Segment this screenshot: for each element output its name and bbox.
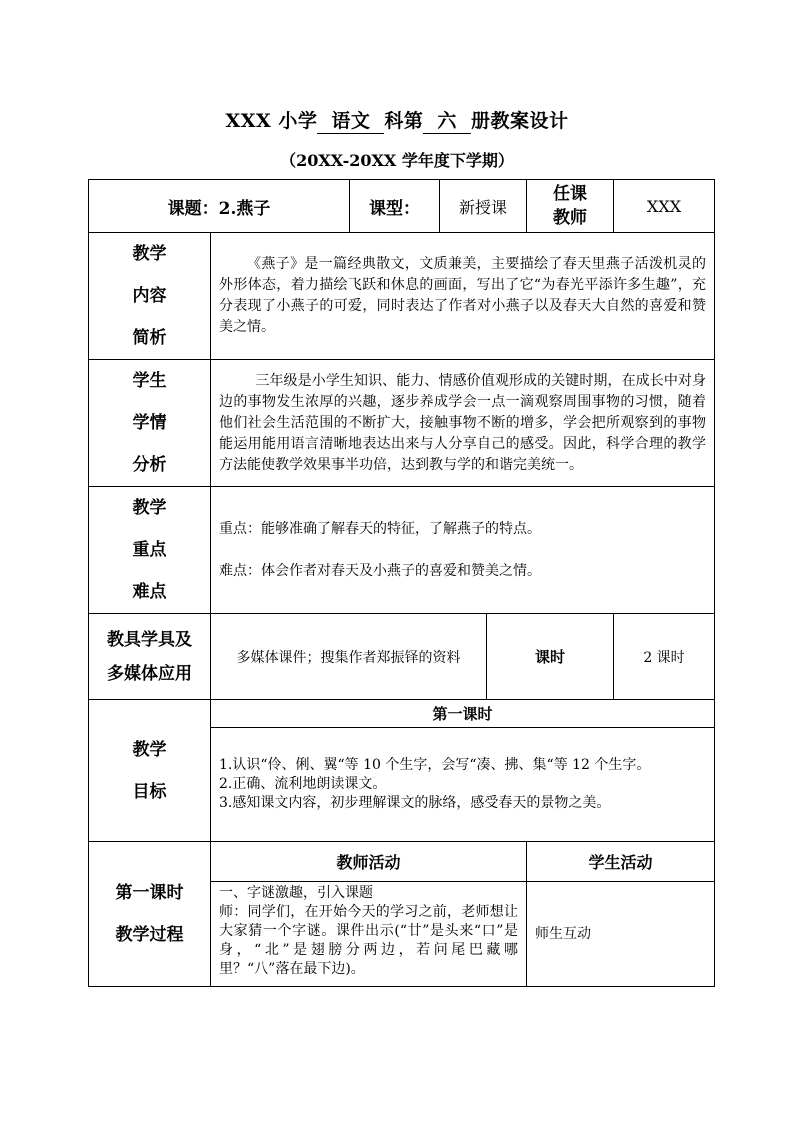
process-header-row	[89, 842, 715, 882]
content-label-1: 教学	[132, 244, 167, 264]
key-focus: 重点：能够准确了解春天的特征，了解燕子的特点。	[219, 520, 541, 537]
topic-cell: 课题：2.燕子	[89, 180, 350, 233]
content-label-3: 简析	[132, 328, 167, 348]
tools-value-cell: 多媒体课件；搜集作者郑振铎的资料	[211, 614, 487, 700]
document-title	[0, 106, 794, 134]
student-activity-header: 学生活动	[527, 842, 715, 882]
content-text-cell	[211, 233, 715, 360]
process-label-2: 教学过程	[115, 925, 184, 945]
lesson-plan-table	[88, 179, 715, 987]
goal-item-1: 1.认识“伶、俐、翼“等 10 个生字，会写“凑、拂、集“等 12 个生字。	[219, 757, 651, 773]
goals-text-cell	[211, 728, 715, 842]
students-text-cell	[211, 360, 715, 487]
type-value-cell: 新授课	[440, 180, 527, 233]
teacher-label-line2: 教师	[553, 208, 588, 228]
subject-blank: 语文	[317, 106, 384, 134]
content-label-cell	[89, 233, 211, 360]
topic-row	[89, 180, 715, 233]
title-text-1: 科第	[384, 110, 424, 132]
teacher-activity-cell	[211, 882, 527, 987]
type-label-cell: 课型：	[350, 180, 440, 233]
tools-label-2: 多媒体应用	[107, 663, 192, 684]
key-difficulty: 难点：体会作者对春天及小燕子的喜爱和赞美之情。	[219, 562, 541, 579]
key-label-3: 难点	[132, 582, 167, 602]
volume-blank: 六	[423, 106, 471, 134]
process-label-cell	[89, 842, 211, 987]
students-text: 三年级是小学生知识、能力、情感价值观形成的关键时期，在成长中对身边的事物发生浓厚的兴趣，逐步养成学会一点一滴观察周围事物的习惯，随着他们社会生活范围的不断扩大，接触事物不断的增多，学会把所观察到的事物能运用能用语言清晰地表达出来与人分享自己的感受。因此，科学合理的教学方法能使教学效果事半功倍，达到教与学的和谐完美统一。	[219, 372, 707, 473]
goal-item-3: 3.感知课文内容，初步理解课文的脉络，感受春天的景物之美。	[219, 795, 611, 811]
title-text-2: 册教案设计	[470, 110, 569, 132]
goals-label-2: 目标	[132, 781, 167, 802]
students-label-cell	[89, 360, 211, 487]
teacher-line-1: 一、字谜激趣，引入课题	[219, 885, 373, 901]
key-label-2: 重点	[132, 540, 167, 560]
key-label-cell	[89, 487, 211, 614]
hours-value-cell: 2 课时	[614, 614, 715, 700]
school-name: XXX 小学	[225, 110, 318, 132]
tools-label-1: 教具学具及	[107, 629, 192, 650]
content-text: 《燕子》是一篇经典散文，文质兼美，主要描绘了春天里燕子活泼机灵的外形体态，着力描绘飞跃和休息的画面，写出了它“为春光平添许多生趣”，充分表现了小燕子的可爱，同时表达了作者对小燕子以及春天大自然的喜爱和赞美之情。	[219, 256, 707, 335]
process-label-1: 第一课时	[115, 883, 184, 903]
goals-lesson-cell: 第一课时	[211, 700, 715, 728]
key-label-1: 教学	[132, 498, 167, 518]
content-row	[89, 233, 715, 360]
tools-row	[89, 614, 715, 700]
students-label-2: 学情	[132, 413, 167, 433]
teacher-label-line1: 任课	[553, 184, 588, 204]
teacher-activity-header: 教师活动	[211, 842, 527, 882]
goals-label-cell	[89, 700, 211, 842]
goals-label-1: 教学	[132, 739, 167, 760]
goals-row-header	[89, 700, 715, 728]
tools-label-cell	[89, 614, 211, 700]
teacher-value-cell: XXX	[614, 180, 715, 233]
term-subtitle: （20XX-20XX 学年度下学期）	[280, 151, 514, 170]
content-label-2: 内容	[132, 286, 167, 306]
students-label-1: 学生	[132, 371, 167, 391]
goal-item-2: 2.正确、流利地朗读课文。	[219, 776, 387, 792]
teacher-label-cell	[527, 180, 614, 233]
teacher-line-2: 师：同学们，在开始今天的学习之前，老师想让大家猜一个字谜。课件出示(“廿”是头来“口”是身，“北”是翅膀分两边，若问尾巴藏哪里？“八”落在最下边)。	[219, 904, 519, 977]
students-label-3: 分析	[132, 455, 167, 475]
key-text-cell	[211, 487, 715, 614]
student-activity-cell: 师生互动	[527, 882, 715, 987]
key-row	[89, 487, 715, 614]
students-row	[89, 360, 715, 487]
hours-label-cell: 课时	[487, 614, 614, 700]
